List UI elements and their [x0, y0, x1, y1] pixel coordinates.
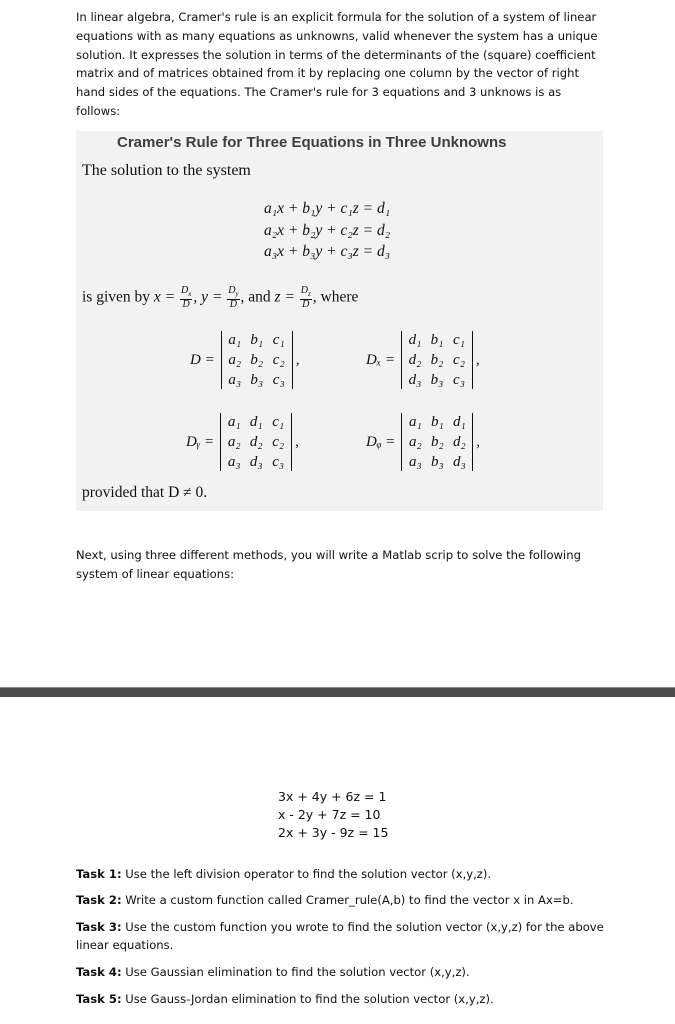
task-text: Use the left division operator to find the solution vector (x,y,z).: [121, 867, 492, 881]
matrix-entry: b₁: [430, 332, 444, 348]
where-text: where: [320, 288, 359, 306]
matrix-entry: d₂: [452, 434, 466, 450]
task-label: Task 4:: [76, 965, 122, 979]
matrix-entry: d₃: [452, 454, 466, 470]
task-1: [76, 865, 606, 883]
matrix-entry: b₂: [430, 434, 444, 450]
matrix-entry: a₃: [227, 454, 241, 470]
intro-paragraph: In linear algebra, Cramer's rule is an explicit formula for the solution of a system of linear equations with as many equations as unknowns, valid whenever the system has a unique solution. It expresses the solution in terms of the determinants of the (square) coefficient matrix and of matrices obtained from it by replacing one column by the vector of right hand sides of the equations. The Cramer's rule for 3 equations and 3 unknows is as follows:: [76, 10, 598, 118]
matrix-entry: b₃: [430, 454, 444, 470]
system-equation: 2x + 3y - 9z = 15: [278, 825, 389, 840]
provided-condition: provided that D ≠ 0.: [82, 484, 208, 501]
task-label: Task 1:: [76, 867, 122, 881]
given-prefix: is given by: [82, 288, 151, 306]
matrix-entry: c₂: [272, 352, 285, 368]
matrix-entry: d₁: [408, 332, 422, 348]
task-label: Task 2:: [76, 893, 122, 907]
matrix-entry: a₁: [227, 414, 241, 430]
det-label: Dᵧ =: [186, 433, 215, 450]
determinant-Dz: Dᵩ = a₁ b₁ d₁ a₂ b₂ d₂ a₃ b₃ d₃ ,: [366, 414, 481, 470]
fraction-x: $\frac{D_x}{D}$: [181, 285, 192, 310]
task-3: [76, 918, 606, 954]
matrix-entry: c₁: [453, 332, 465, 348]
det-matrix: [221, 331, 293, 389]
matrix-entry: c₃: [272, 372, 285, 388]
det-label: Dᵩ =: [366, 433, 396, 450]
matrix-entry: d₁: [249, 414, 263, 430]
matrix-entry: c₁: [272, 332, 285, 348]
matrix-entry: b₂: [250, 352, 264, 368]
solution-formula: is given by x = $\frac{D_x}{D}$ , y = $\frac{D_y}{D}$ , and z = $\frac{D_z}{D}$ , where: [82, 285, 359, 310]
matrix-entry: a₂: [228, 352, 242, 368]
task-2: [76, 891, 606, 909]
page-divider: [0, 688, 675, 697]
task-label: Task 5:: [76, 992, 122, 1006]
linear-system: [278, 788, 388, 842]
equation-row: a₃x + b₃y + c₃z = d₃: [264, 243, 391, 260]
matrix-entry: a₁: [228, 332, 242, 348]
matrix-entry: a₃: [408, 454, 422, 470]
matrix-entry: d₃: [408, 372, 422, 388]
matrix-entry: d₁: [452, 414, 466, 430]
determinant-Dx: Dₓ = d₁ b₁ c₁ d₂ b₂ c₂ d₃ b₃ c₃ ,: [366, 332, 480, 388]
task-text: Use the custom function you wrote to find the solution vector (x,y,z) for the above linear equations.: [76, 920, 604, 952]
figure-title: Cramer's Rule for Three Equations in Three Unknowns: [117, 134, 507, 151]
next-paragraph: Next, using three different methods, you will write a Matlab scrip to solve the following system of linear equations:: [76, 548, 581, 581]
matrix-entry: c₂: [272, 434, 285, 450]
matrix-entry: b₂: [430, 352, 444, 368]
fraction-z: $\frac{D_z}{D}$: [300, 285, 311, 310]
det-label: Dₓ =: [366, 351, 395, 368]
det-matrix: [401, 413, 473, 471]
task-5: [76, 990, 606, 1008]
matrix-entry: c₃: [453, 372, 465, 388]
fraction-y: $\frac{D_y}{D}$: [228, 285, 239, 310]
matrix-entry: d₃: [249, 454, 263, 470]
and-text: and: [248, 288, 271, 306]
matrix-entry: a₂: [408, 434, 422, 450]
matrix-entry: b₃: [250, 372, 264, 388]
matrix-entry: c₃: [272, 454, 285, 470]
matrix-entry: b₁: [430, 414, 444, 430]
matrix-entry: b₁: [250, 332, 264, 348]
task-text: Use Gauss-Jordan elimination to find the solution vector (x,y,z).: [121, 992, 494, 1006]
task-text: Use Gaussian elimination to find the solution vector (x,y,z).: [121, 965, 470, 979]
equation-row: a₁x + b₁y + c₁z = d₁: [264, 200, 391, 217]
matrix-entry: d₂: [249, 434, 263, 450]
matrix-entry: a₂: [227, 434, 241, 450]
task-text: Write a custom function called Cramer_rule(A,b) to find the vector x in Ax=b.: [121, 893, 574, 907]
system-label: The solution to the system: [82, 162, 251, 179]
equation-row: a₂x + b₂y + c₂z = d₂: [264, 221, 391, 239]
det-matrix: [401, 331, 473, 389]
det-matrix: [220, 413, 292, 471]
matrix-entry: d₂: [408, 352, 422, 368]
matrix-entry: c₂: [453, 352, 465, 368]
task-4: [76, 963, 606, 981]
system-equation: x - 2y + 7z = 10: [278, 807, 381, 822]
general-equations: [264, 198, 390, 263]
task-label: Task 3:: [76, 920, 122, 934]
matrix-entry: a₁: [408, 414, 422, 430]
determinant-D: D = a₁ b₁ c₁ a₂ b₂ c₂ a₃ b₃ c₃ ,: [190, 332, 300, 388]
cramer-figure: [76, 131, 603, 511]
matrix-entry: a₃: [228, 372, 242, 388]
system-equation: 3x + 4y + 6z = 1: [278, 789, 387, 804]
matrix-entry: c₁: [272, 414, 285, 430]
determinant-Dy: Dᵧ = a₁ d₁ c₁ a₂ d₂ c₂ a₃ d₃ c₃ ,: [186, 414, 299, 470]
det-label: D =: [190, 351, 215, 368]
matrix-entry: b₃: [430, 372, 444, 388]
